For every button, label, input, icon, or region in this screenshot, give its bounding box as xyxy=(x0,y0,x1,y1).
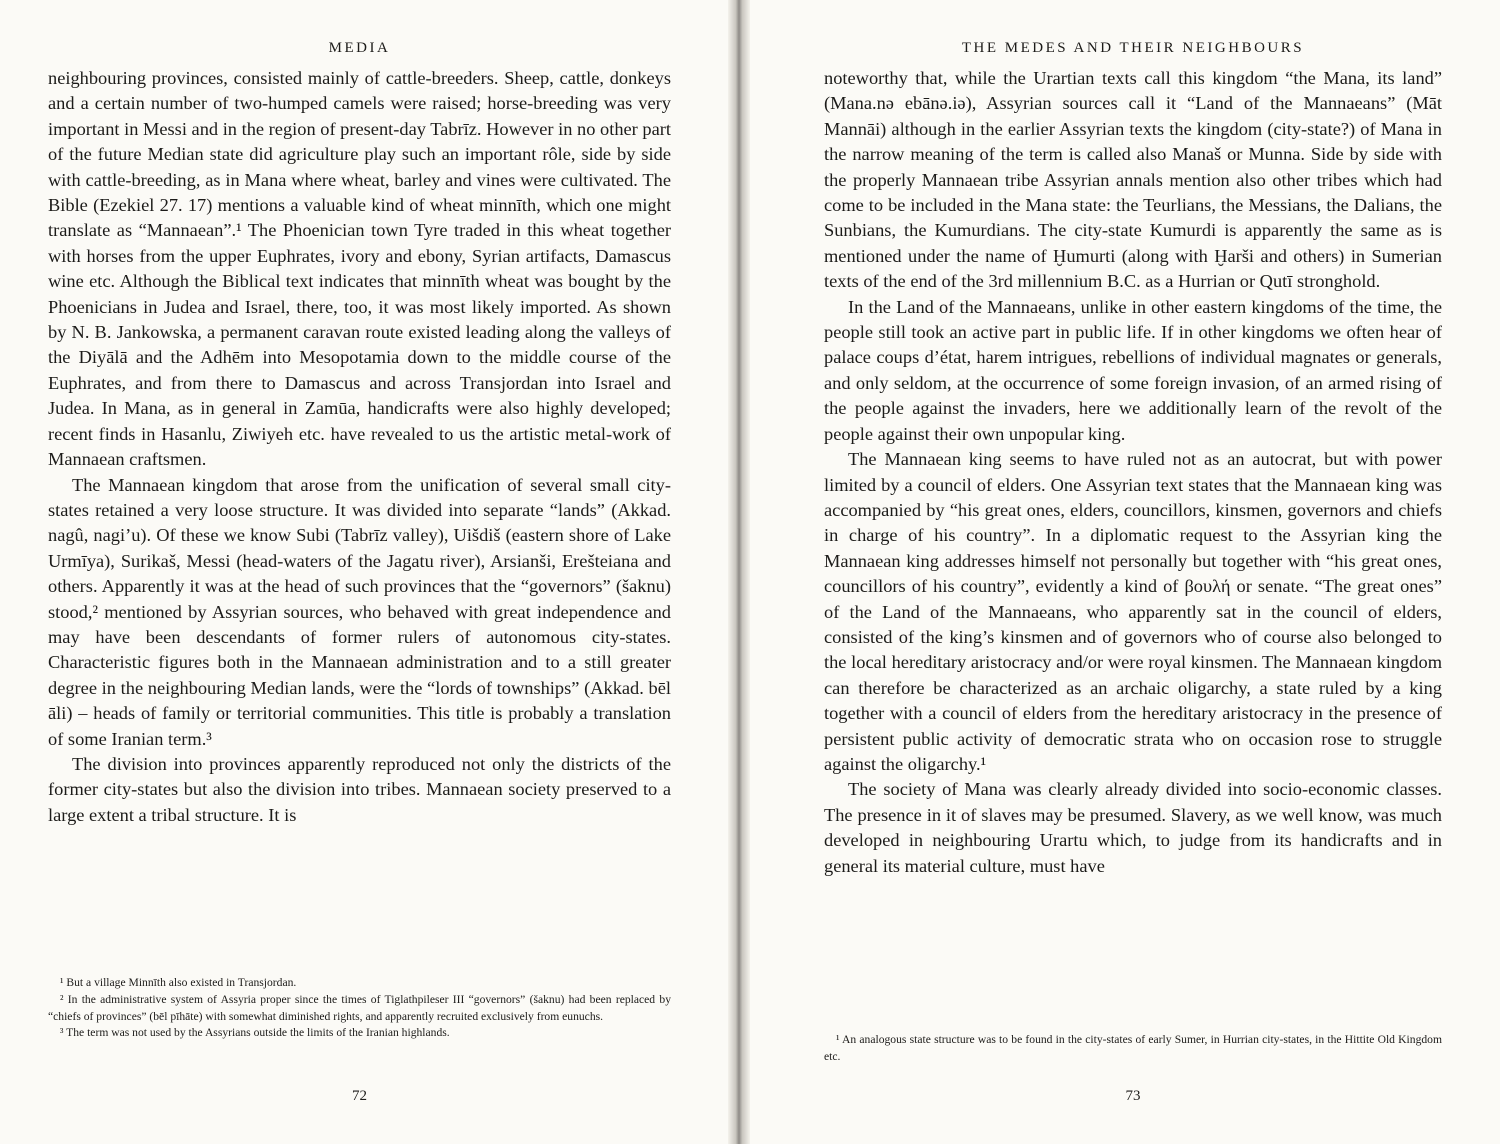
running-head: MEDIA xyxy=(328,40,391,56)
paragraph: The Mannaean king seems to have ruled not as an autocrat, but with power limited by a council of elders. One Assyrian text states that the Mannaean king was accompanied by “his great ones, elders, councillors, kinsmen, governors and chiefs in charge of his country”. In a diplomatic request to the Assyrian king the Mannaean king addresses himself not personally but together with “his great ones, councillors of his country”, evidently a kind of βουλή or senate. “The great ones” of the Land of the Mannaeans, who apparently sat in the council of elders, consisted of the king’s kinsmen and of governors who of course also belonged to the local hereditary aristocracy and/or were royal kinsmen. The Mannaean kingdom can therefore be characterized as an archaic oligarchy, a state ruled by a king together with a council of elders from the hereditary aristocracy in the presence of persistent public activity of democratic strata who on occasion rose to struggle against the oligarchy.¹ xyxy=(824,449,1442,774)
paragraph: The society of Mana was clearly already divided into socio-economic classes. The presence in it of slaves may be presumed. Slavery, as we well know, was much developed in neighbouring Urartu which, to judge from its handicrafts and in general its material culture, must have xyxy=(824,779,1442,876)
footnotes xyxy=(824,1032,1442,1066)
paragraph: noteworthy that, while the Urartian texts call this kingdom “the Mana, its land” (Mana.nə ebānə.iə), Assyrian sources call it “Land of the Mannaeans” (Māt Mannāi) although in the earlier Assyrian texts the kingdom (city-state?) of Mana in the narrow meaning of the term is called also Manaš or Munna. Side by side with the properly Mannaean tribe Assyrian annals mention also other tribes which had come to be included in the Mana state: the Teurlians, the Messians, the Dalians, the Sunbians, the Kumurdians. The city-state Kumurdi is apparently the same as is mentioned under the name of Ḫumurti (along with Ḫarši and others) in Sumerian texts of the end of the 3rd millennium B.C. as a Hurrian or Qutī stronghold. xyxy=(824,68,1442,292)
paragraph: The division into provinces apparently reproduced not only the districts of the former city-states but also the division into tribes. Mannaean society preserved to a large extent a tribal structure. It is xyxy=(48,753,671,825)
footnote: ² In the administrative system of Assyria proper since the times of Tiglathpileser III “governors” (šaknu) had been replaced by “chiefs of provinces” (bēl pīhāte) with somewhat diminished rights, and apparently recruited exclusively from eunuchs. xyxy=(48,992,671,1023)
paragraph: In the Land of the Mannaeans, unlike in other eastern kingdoms of the time, the people still took an active part in public life. If in other kingdoms we often hear of palace coups d’état, harem intrigues, rebellions of individual magnates or generals, and only seldom, at the occurrence of some foreign invasion, of an armed rising of the people against the invaders, here we additionally learn of the revolt of the people against their own unpopular king. xyxy=(824,296,1442,444)
page-number: 72 xyxy=(352,1088,367,1104)
paragraph: neighbouring provinces, consisted mainly of cattle-breeders. Sheep, cattle, donkeys and a certain number of two-humped camels were raised; horse-breeding was very important in Messi and in the region of present-day Tabrīz. However in no other part of the future Median state did agriculture play such an important rôle, side by side with cattle-breeding, as in Mana where wheat, barley and vines were cultivated. The Bible (Ezekiel 27. 17) mentions a valuable kind of wheat minnīth, which one might translate as “Mannaean”.¹ The Phoenician town Tyre traded in this wheat together with horses from the upper Euphrates, ivory and ebony, Syrian artifacts, Damascus wine etc. Although the Biblical text indicates that minnīth wheat was bought by the Phoenicians in Judea and Israel, there, too, it was most likely imported. As shown by N. B. Jankowska, a permanent caravan route existed leading along the valleys of the Diyālā and the Adhēm into Mesopotamia down to the middle course of the Euphrates, and from there to Damascus and across Transjordan into Israel and Judea. In Mana, as in general in Zamūa, handicrafts were also highly developed; recent finds in Hasanlu, Ziwiyeh etc. have revealed to us the artistic metal-work of Mannaean craftsmen. xyxy=(48,68,671,470)
body-text xyxy=(48,66,671,828)
paragraph: The Mannaean kingdom that arose from the unification of several small city-states retained a very loose structure. It was divided into separate “lands” (Akkad. nagû, nagi’u). Of these we know Subi (Tabrīz valley), Uišdiš (eastern shore of Lake Urmīya), Surikaš, Messi (head-waters of the Jagatu river), Arsianši, Erešteiana and others. Apparently it was at the head of such provinces that the “governors” (šaknu) stood,² mentioned by Assyrian sources, who behaved with great independence and may have been descendants of former rulers of autonomous city-states. Characteristic figures both in the Mannaean administration and to a still greater degree in the neighbouring Median lands, were the “lords of townships” (Akkad. bēl āli) – heads of family or territorial communities. This title is probably a translation of some Iranian term.³ xyxy=(48,474,671,749)
footnote: ¹ An analogous state structure was to be found in the city-states of early Sumer, in Hurrian city-states, in the Hittite Old Kingdom etc. xyxy=(824,1033,1442,1063)
left-page xyxy=(48,0,671,1144)
right-page xyxy=(824,0,1442,1144)
footnote: ¹ But a village Minnīth also existed in Transjordan. xyxy=(60,976,297,989)
book-gutter xyxy=(728,0,750,1144)
running-head: THE MEDES AND THEIR NEIGHBOURS xyxy=(961,40,1305,56)
body-text xyxy=(824,66,1442,879)
footnote: ³ The term was not used by the Assyrians outside the limits of the Iranian highlands. xyxy=(60,1026,450,1040)
footnotes xyxy=(48,975,671,1042)
page-number: 73 xyxy=(1125,1088,1141,1104)
